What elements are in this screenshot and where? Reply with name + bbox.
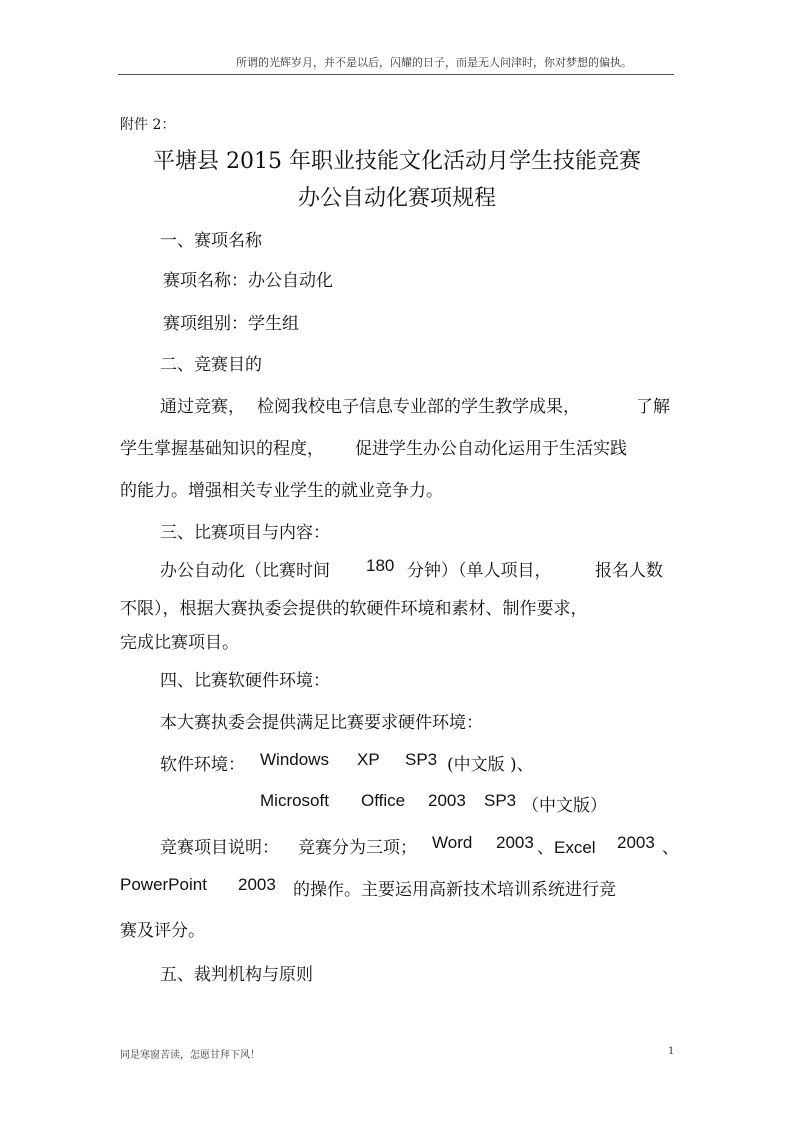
event-name-line: 赛项名称：办公自动化 — [163, 271, 333, 291]
purpose-line2-part1: 学生掌握基础知识的程度， — [120, 439, 324, 459]
section-heading-3: 三、比赛项目与内容： — [160, 523, 330, 543]
page-header-motto: 所谓的光辉岁月，并不是以后，闪耀的日子，而是无人问津时，你对梦想的偏执。 — [236, 56, 632, 69]
software-office-cn-edition: （中文版） — [522, 796, 607, 816]
competition-desc-rest: 的操作。主要运用高新技术培训系统进行竞 — [293, 880, 616, 900]
software-sp3: SP3 — [405, 750, 438, 769]
section-heading-1: 一、赛项名称 — [160, 231, 262, 251]
competition-desc-label: 竞赛项目说明： — [160, 838, 279, 858]
purpose-line1-part2: 检阅我校电子信息专业部的学生教学成果， — [257, 397, 580, 417]
software-xp: XP — [357, 750, 380, 769]
item-word: Word — [432, 833, 473, 852]
competition-desc-three-items: 竞赛分为三项； — [298, 838, 417, 858]
content-line1-duration: 180 — [366, 556, 395, 575]
purpose-line1-part1: 通过竞赛， — [160, 397, 245, 417]
purpose-line1-part3: 了解 — [636, 397, 670, 417]
item-powerpoint-year: 2003 — [238, 875, 276, 894]
item-word-year: 2003 — [496, 833, 534, 852]
software-office: Office — [361, 791, 406, 810]
header-divider — [118, 74, 674, 75]
software-windows: Windows — [260, 750, 329, 769]
content-line1-part3: 报名人数 — [595, 561, 663, 581]
page-number: 1 — [668, 1046, 675, 1057]
software-microsoft: Microsoft — [260, 791, 329, 810]
section-heading-5: 五、裁判机构与原则 — [160, 965, 313, 985]
item-excel: 、Excel — [537, 838, 596, 857]
event-group-line: 赛项组别：学生组 — [163, 314, 299, 334]
software-office-sp3: SP3 — [484, 791, 517, 810]
page-footer-motto: 同是寒窗苦读，怎愿甘拜下风！ — [120, 1050, 260, 1061]
software-env-label: 软件环境： — [160, 755, 245, 775]
attachment-label: 附件 2： — [120, 117, 176, 133]
item-excel-year: 2003 — [617, 833, 655, 852]
purpose-line3: 的能力。增强相关专业学生的就业竞争力。 — [120, 481, 443, 501]
software-office-year: 2003 — [428, 791, 466, 810]
section-heading-2: 二、竞赛目的 — [160, 355, 262, 375]
purpose-line2-part2: 促进学生办公自动化运用于生活实践 — [355, 439, 627, 459]
content-line2: 不限），根据大赛执委会提供的软硬件环境和素材、制作要求， — [120, 599, 588, 619]
item-separator: 、 — [662, 838, 679, 858]
document-title-line1: 平塘县 2015 年职业技能文化活动月学生技能竞赛 — [153, 149, 641, 174]
competition-desc-last: 赛及评分。 — [120, 921, 205, 941]
environment-intro: 本大赛执委会提供满足比赛要求硬件环境： — [160, 713, 483, 733]
item-powerpoint: PowerPoint — [120, 875, 207, 894]
software-cn-edition: (中文版 )、 — [447, 755, 534, 775]
section-heading-4: 四、比赛软硬件环境： — [160, 671, 330, 691]
content-line1-part2: 分钟）（单人项目， — [407, 561, 552, 581]
content-line1-part1: 办公自动化（比赛时间 — [160, 561, 330, 581]
content-line3: 完成比赛项目。 — [120, 633, 239, 653]
document-title-line2: 办公自动化赛项规程 — [297, 186, 496, 211]
